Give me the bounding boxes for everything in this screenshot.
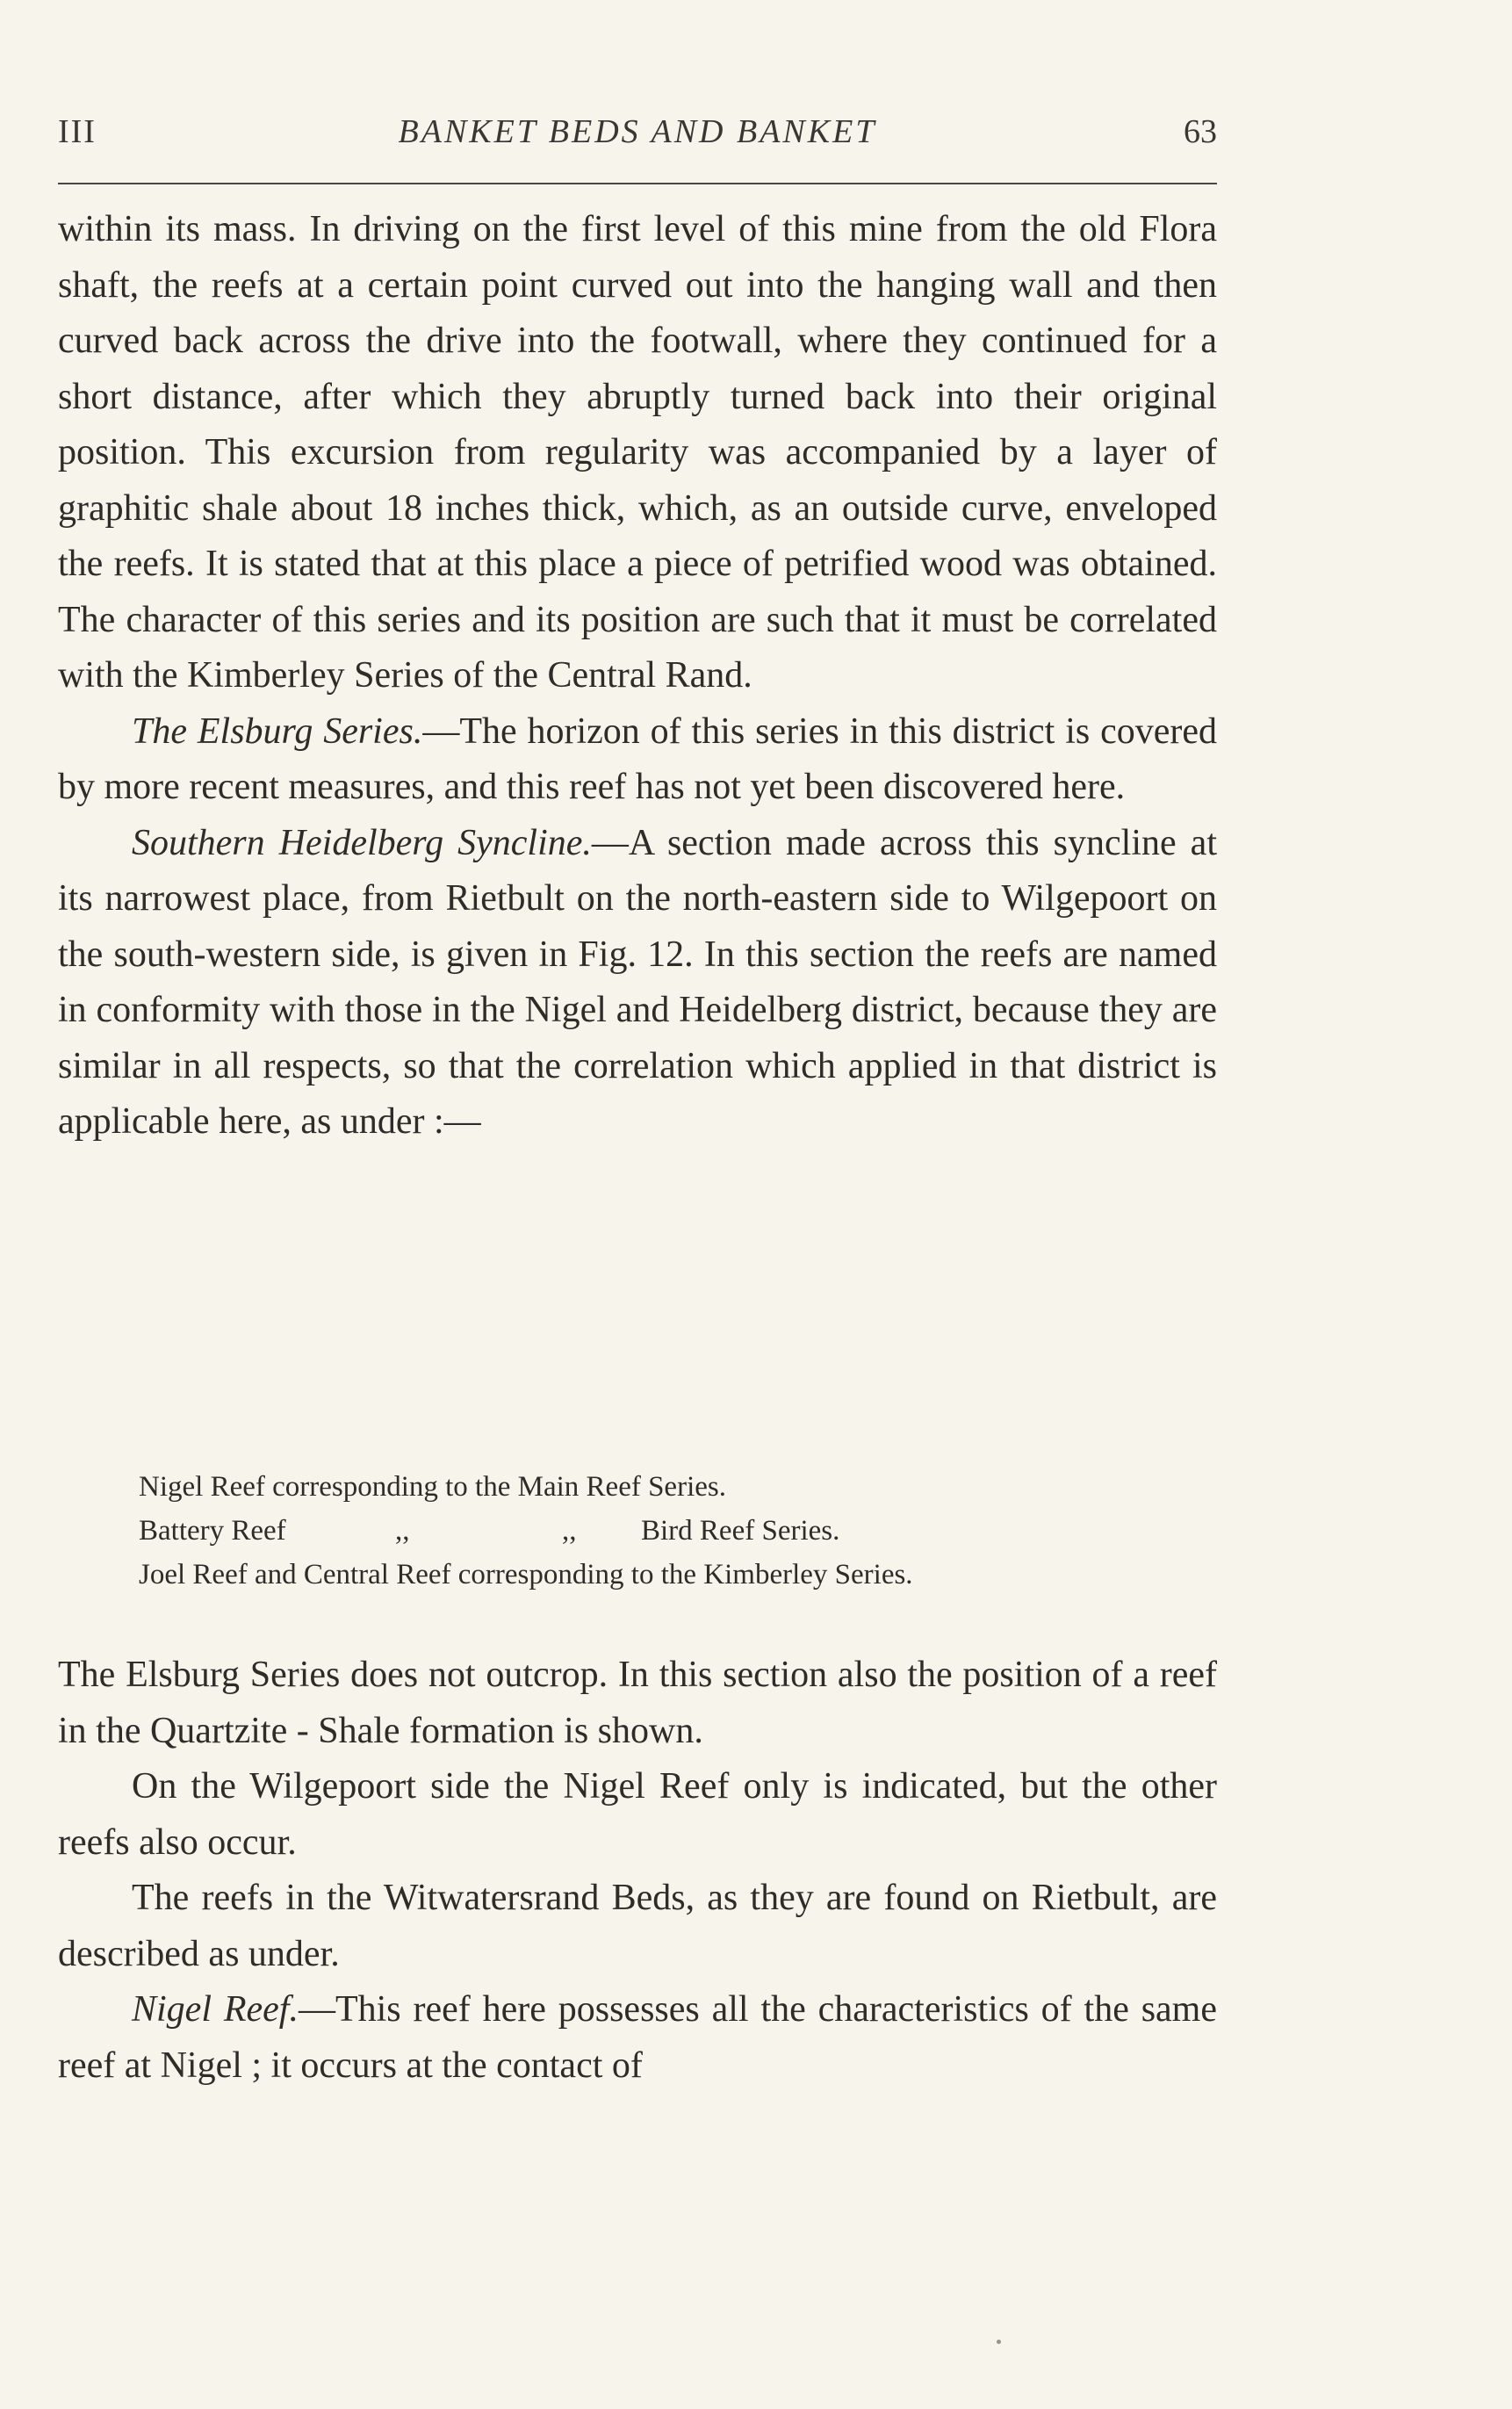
ditto-mark: ,, [562, 1515, 577, 1547]
ditto-mark: ,, [395, 1515, 410, 1547]
paragraph-elsburg-text: —The horizon of this series in this district is covered by more recent measures, and this reef has not yet been discovered here. [58, 710, 1217, 807]
paragraph-kimberley-correlation: within its mass. In driving on the first level of this mine from the old Flora shaft, the reefs at a certain point curved out into the hanging wall and then curved back across the drive into the footwall, where they continued for a short distance, after which they abruptly turned back into their original position. This excursion from regularity was accompanied by a layer of graphitic shale about 18 inches thick, which, as an outside curve, enveloped the reefs. It is stated that at this place a piece of petrified wood was obtained. The character of this series and its position are such that it must be correlated with the Kimberley Series of the Central Rand. [58, 209, 1217, 696]
correspondence-bird-reef-series: Bird Reef Series. [641, 1515, 840, 1547]
correspondence-row [139, 1465, 1217, 1509]
body-text-lower [58, 1648, 1217, 2094]
paragraph-rietbult: The reefs in the Witwatersrand Beds, as they are found on Rietbult, are described as under. [58, 1878, 1217, 1974]
reef-correspondence-list [139, 1465, 1217, 1597]
page-number: 63 [1184, 113, 1217, 150]
paragraph-elsburg-series [58, 704, 1217, 816]
header-rule [58, 183, 1217, 184]
paragraph-elsburg-outcrop: The Elsburg Series does not outcrop. In this section also the position of a reef in the Quartzite - Shale formation is shown. [58, 1655, 1217, 1751]
running-head [58, 112, 1217, 162]
body-text-upper [58, 202, 1217, 1150]
paragraph-nigel-reef-text: —This reef here possesses all the characteristics of the same reef at Nigel ; it occurs at the contact of [58, 1989, 1217, 2086]
section-heading-southern-heidelberg: Southern Heidelberg Syncline. [132, 822, 592, 863]
running-title: BANKET BEDS AND BANKET [398, 113, 877, 150]
correspondence-row [139, 1553, 1217, 1597]
paragraph-southern-heidelberg-text: —A section made across this syncline at its narrowest place, from Rietbult on the north-eastern side to Wilgepoort on the south-western side, is given in Fig. 12. In this section the reefs are named in conformity with those in the Nigel and Heidelberg district, because they are similar in all respects, so that the correlation which applied in that district is applicable here, as under :— [58, 822, 1217, 1142]
correspondence-joel-central: Joel Reef and Central Reef corresponding to the Kimberley Series. [139, 1559, 913, 1590]
chapter-number: III [58, 113, 97, 150]
correspondence-nigel: Nigel Reef corresponding to the Main Reef Series. [139, 1471, 726, 1503]
section-heading-elsburg: The Elsburg Series. [132, 710, 423, 752]
section-heading-nigel-reef: Nigel Reef. [132, 1989, 299, 2030]
correspondence-battery-reef: Battery Reef [139, 1515, 286, 1547]
paragraph-wilgepoort: On the Wilgepoort side the Nigel Reef only is indicated, but the other reefs also occur. [58, 1766, 1217, 1863]
paragraph-southern-heidelberg [58, 816, 1217, 1150]
paragraph-nigel-reef [58, 1982, 1217, 2094]
correspondence-row [139, 1509, 1217, 1553]
paper-speck [997, 2340, 1001, 2344]
